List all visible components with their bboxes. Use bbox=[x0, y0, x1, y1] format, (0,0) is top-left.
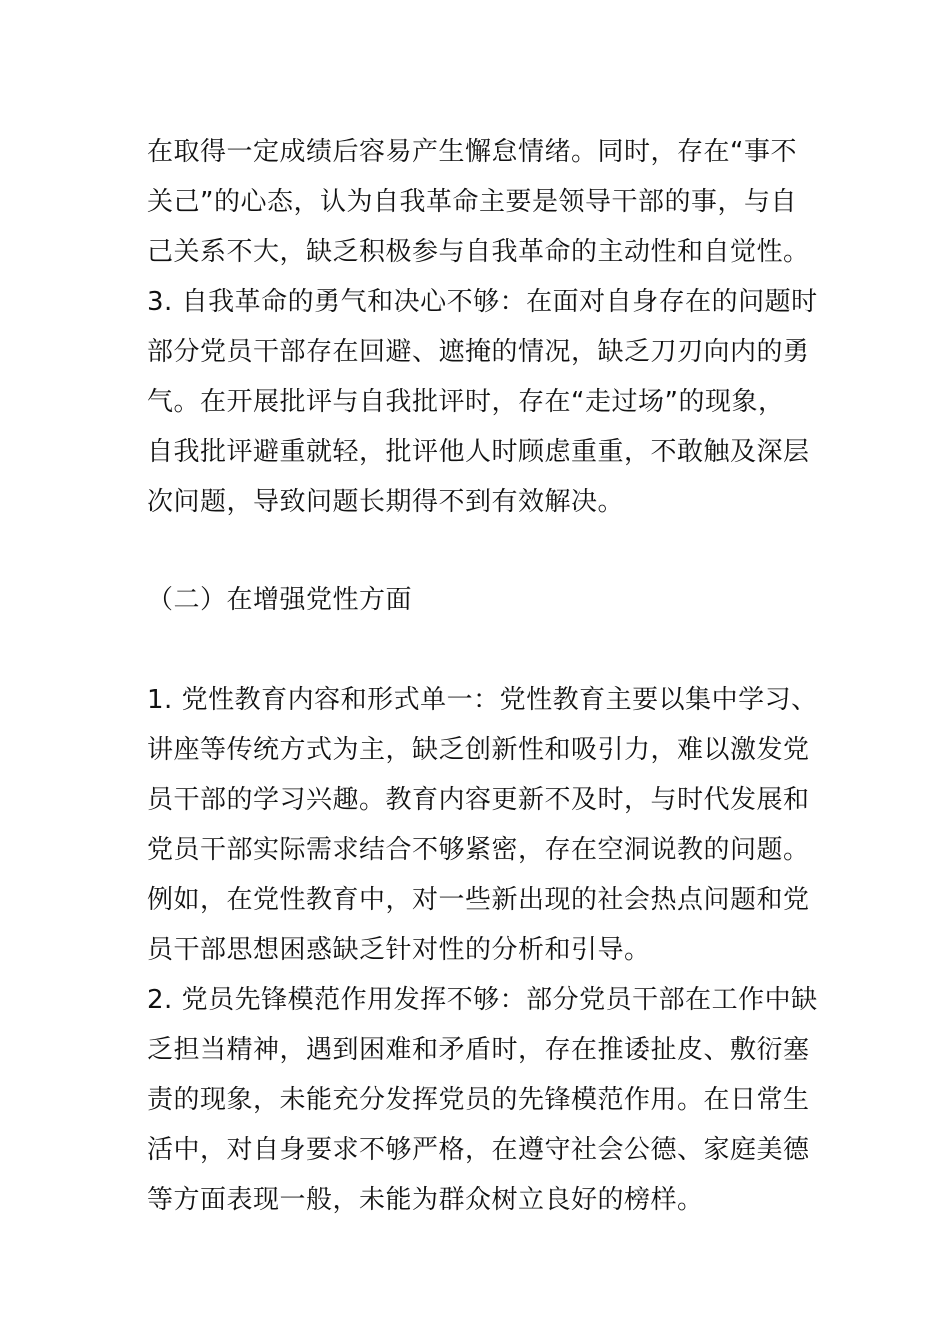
paragraph-line: 己关系不大，缺乏积极参与自我革命的主动性和自觉性。 bbox=[147, 237, 810, 267]
paragraph-line: 在取得一定成绩后容易产生懈怠情绪。同时，存在“事不 bbox=[147, 137, 797, 167]
list-item-2-line: 乏担当精神，遇到困难和矛盾时，存在推诿扯皮、敷衍塞 bbox=[147, 1035, 810, 1065]
list-item-1-line: 讲座等传统方式为主，缺乏创新性和吸引力，难以激发党 bbox=[147, 735, 810, 765]
list-item-2-line: 等方面表现一般，未能为群众树立良好的榜样。 bbox=[147, 1185, 704, 1215]
list-item-2-line: 责的现象，未能充分发挥党员的先锋模范作用。在日常生 bbox=[147, 1085, 810, 1115]
paragraph-line: 关己”的心态，认为自我革命主要是领导干部的事，与自 bbox=[147, 187, 797, 217]
section-heading: （二）在增强党性方面 bbox=[147, 585, 413, 615]
list-item-1-line: 党员干部实际需求结合不够紧密，存在空洞说教的问题。 bbox=[147, 835, 810, 865]
list-item-2-line: 活中，对自身要求不够严格，在遵守社会公德、家庭美德 bbox=[147, 1135, 810, 1165]
list-item-2-line: 2. 党员先锋模范作用发挥不够：部分党员干部在工作中缺 bbox=[147, 985, 818, 1015]
list-item-3-line: 3. 自我革命的勇气和决心不够：在面对自身存在的问题时 bbox=[147, 287, 818, 317]
list-item-3-line: 次问题，导致问题长期得不到有效解决。 bbox=[147, 487, 625, 517]
list-item-1-line: 例如，在党性教育中，对一些新出现的社会热点问题和党 bbox=[147, 885, 810, 915]
list-item-3-line: 部分党员干部存在回避、遮掩的情况，缺乏刀刃向内的勇 bbox=[147, 337, 810, 367]
list-item-1-line: 员干部思想困惑缺乏针对性的分析和引导。 bbox=[147, 935, 651, 965]
list-item-3-line: 自我批评避重就轻，批评他人时顾虑重重，不敢触及深层 bbox=[147, 437, 810, 467]
list-item-1-line: 员干部的学习兴趣。教育内容更新不及时，与时代发展和 bbox=[147, 785, 810, 815]
list-item-1-line: 1. 党性教育内容和形式单一：党性教育主要以集中学习、 bbox=[147, 685, 818, 715]
list-item-3-line: 气。在开展批评与自我批评时，存在“走过场”的现象， bbox=[147, 387, 785, 417]
